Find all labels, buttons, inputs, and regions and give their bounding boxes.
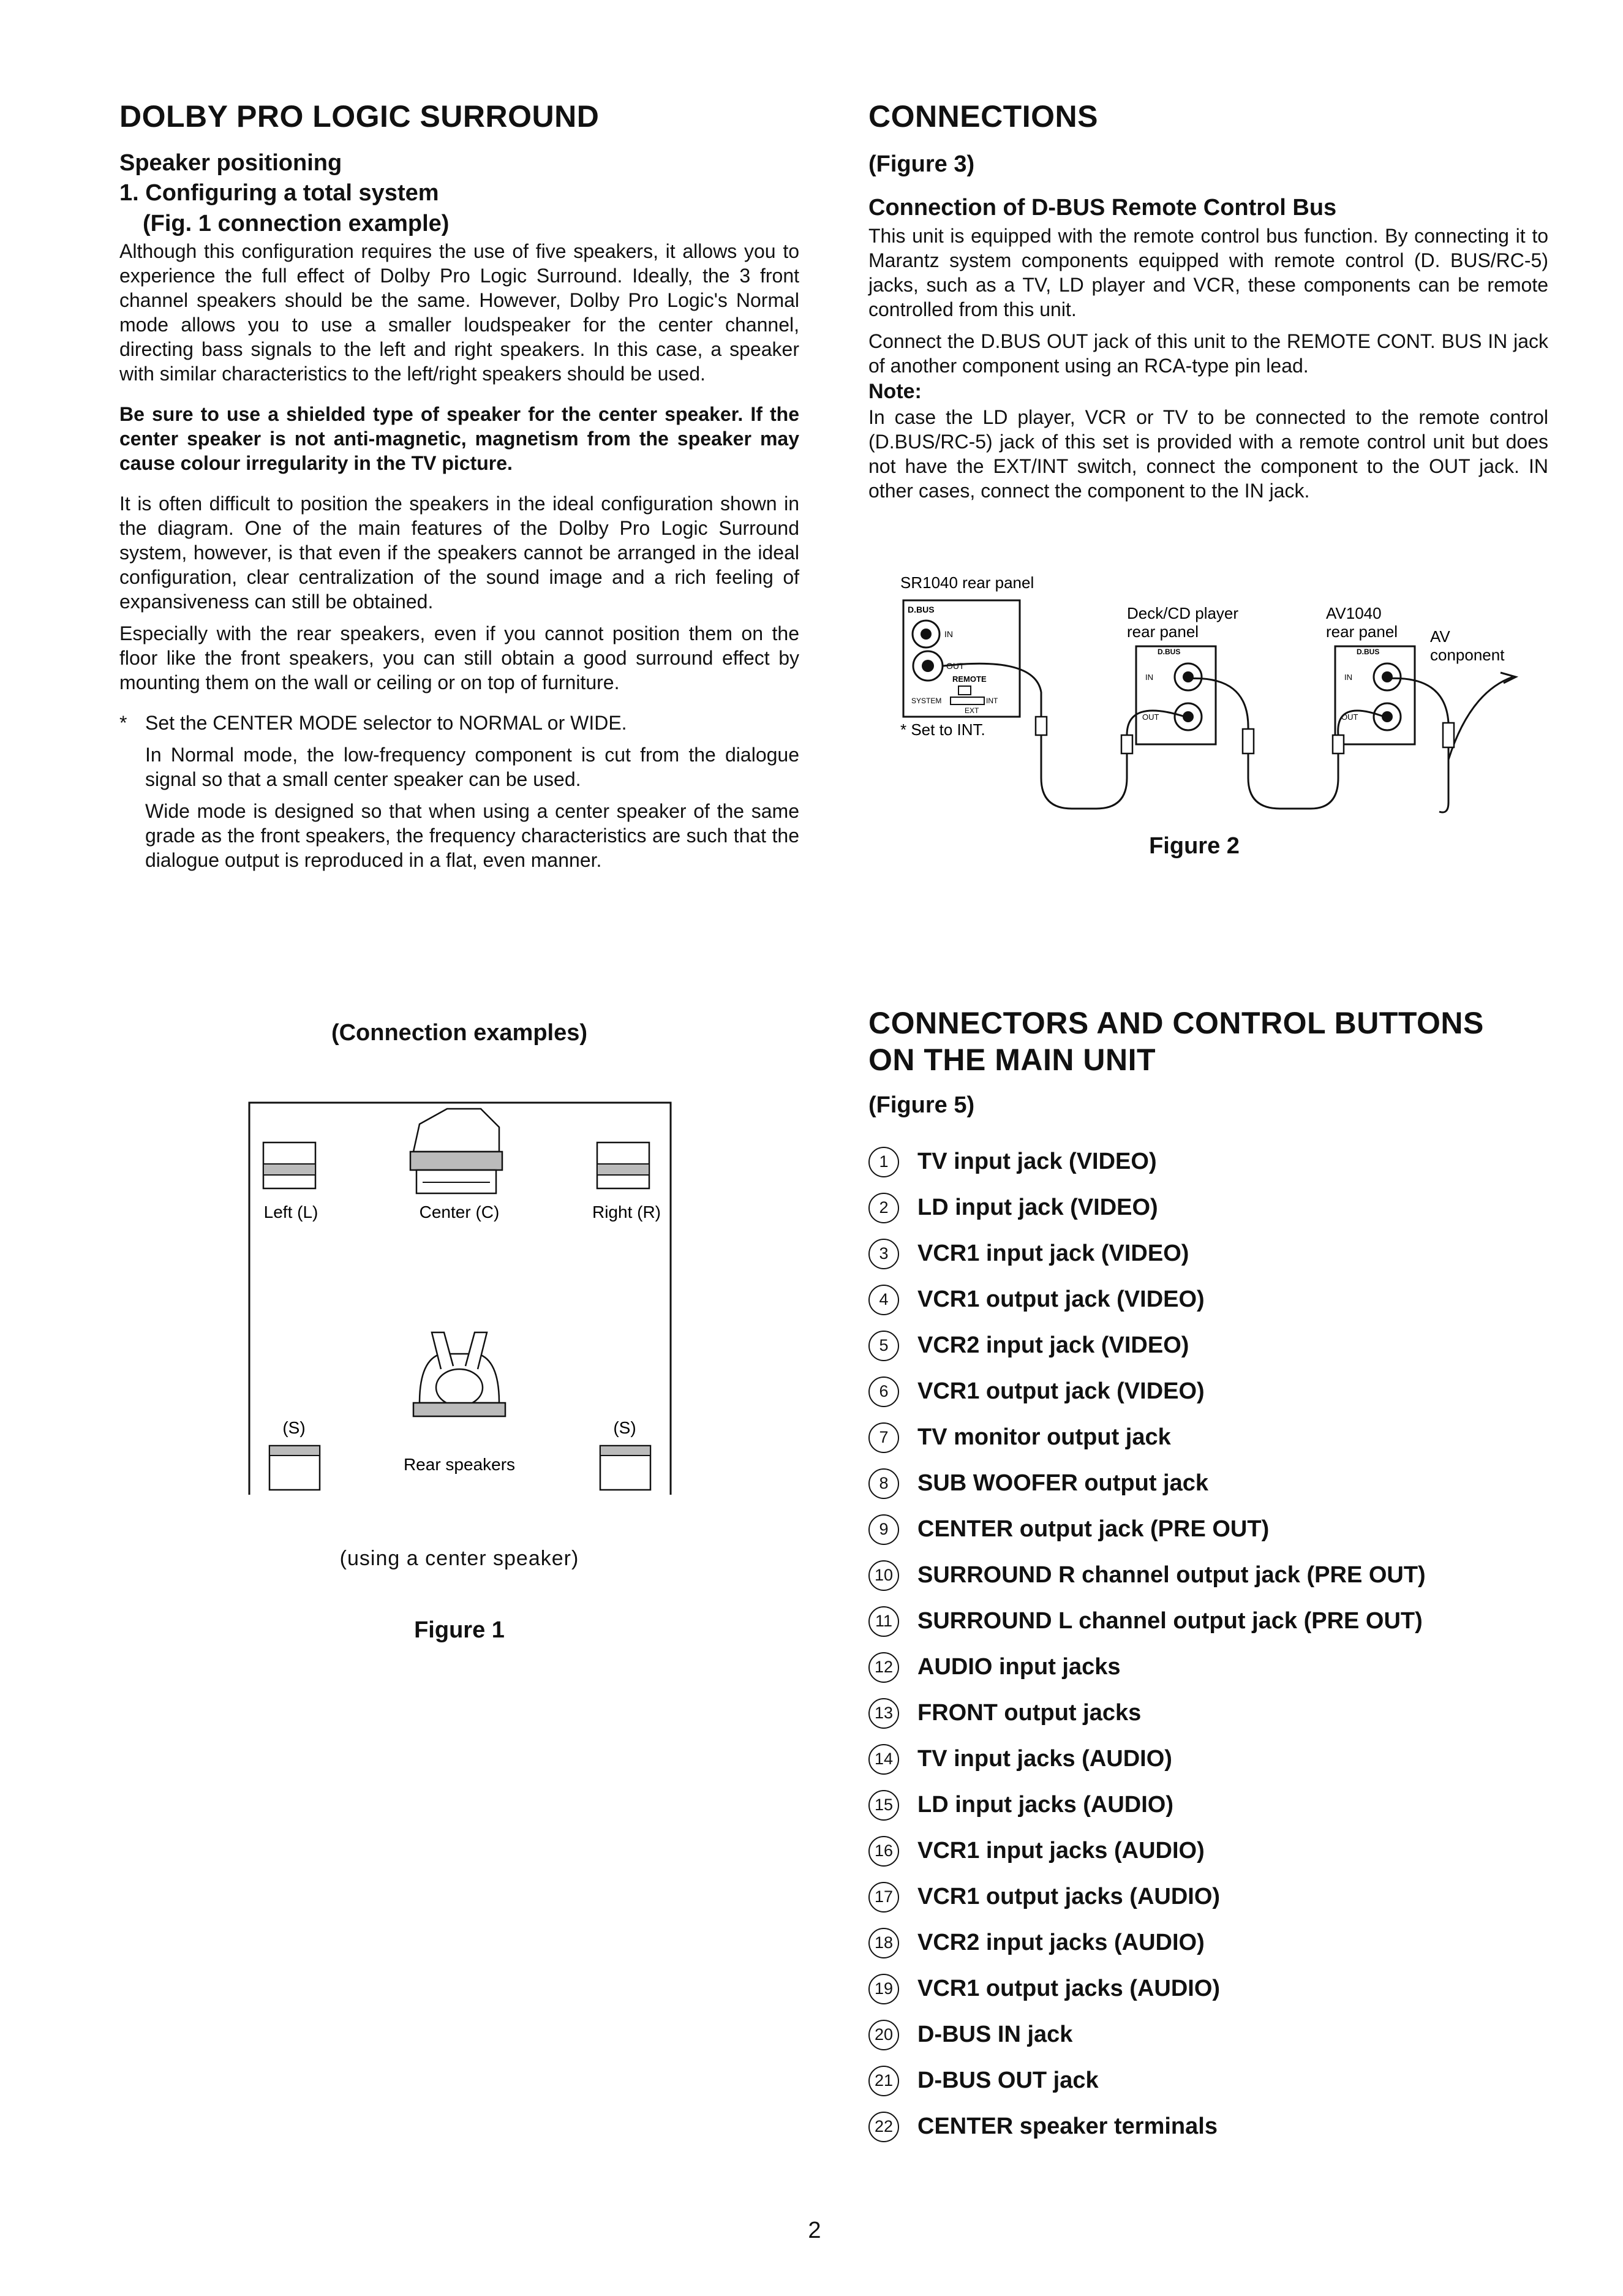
subheading-configuring: 1. Configuring a total system [119,180,439,206]
item-number-circle: 19 [868,1974,899,2004]
list-item [868,1644,1548,1690]
subheading-dbus: Connection of D-BUS Remote Control Bus [868,195,1337,221]
set-to-int-note: * Set to INT. [900,720,985,739]
section-title-connectors-2: ON THE MAIN UNIT [868,1043,1156,1077]
sr-ext-label: EXT [965,706,979,715]
item-number-circle: 8 [868,1468,899,1499]
list-item [868,2012,1548,2058]
figure2-diagram [894,570,1543,827]
deck-in-label: IN [1145,673,1153,682]
cable-lines [943,663,1516,812]
int-ext-switch [951,697,984,704]
rear-left-speaker-icon [269,1446,320,1490]
subheading-speaker-positioning: Speaker positioning [119,150,342,176]
figure1-heading: (Connection examples) [331,1020,588,1046]
bullet-text: Set the CENTER MODE selector to NORMAL or WIDE. [145,712,627,734]
item-number-circle: 12 [868,1652,899,1683]
item-label: LD input jack (VIDEO) [917,1195,1158,1221]
list-item [868,1277,1548,1323]
list-item [868,2058,1548,2104]
item-number-circle: 14 [868,1744,899,1775]
paragraph-dbus-intro: This unit is equipped with the remote control bus function. By connecting it to Marantz system components equipped with remote control (D. BUS/RC-5) jacks, such as a TV, LD player and VCR, these components can be remote controlled from this unit. [868,224,1548,320]
item-number-circle: 10 [868,1560,899,1591]
figure1-caption: Figure 1 [414,1617,505,1643]
normal-mode-text: In Normal mode, the low-frequency component is cut from the dialogue signal so that a small center speaker can be used. [145,744,799,791]
wide-mode-text: Wide mode is designed so that when using a center speaker of the same grade as the front speakers, the frequency characteristics are such that the dialogue output is reproduced in a flat, even manner. [145,800,799,872]
warning-paragraph: Be sure to use a shielded type of speaker for the center speaker. If the center speaker is not anti-magnetic, magnetism from the speaker may cause colour irregularity in the TV picture. [119,403,799,475]
rear-right-speaker-icon [600,1446,650,1490]
bullet-mark: * [119,712,127,734]
item-label: TV monitor output jack [917,1424,1171,1451]
item-number-circle: 16 [868,1836,899,1867]
item-number-circle: 9 [868,1514,899,1545]
list-item [868,1185,1548,1231]
list-item [868,1369,1548,1414]
item-number-circle: 11 [868,1606,899,1637]
label-right: Right (R) [592,1203,661,1222]
item-label: VCR1 output jacks (AUDIO) [917,1976,1221,2002]
deck-dbus-label: D.BUS [1158,648,1181,656]
deck-label-2: rear panel [1127,622,1199,641]
list-item [868,1323,1548,1369]
item-number-circle: 18 [868,1928,899,1958]
item-number-circle: 7 [868,1422,899,1453]
item-label: SURROUND R channel output jack (PRE OUT) [917,1562,1426,1588]
item-number-circle: 4 [868,1285,899,1315]
list-item [868,1414,1548,1460]
list-item [868,1506,1548,1552]
av-in-label: IN [1344,673,1352,682]
item-label: VCR1 output jacks (AUDIO) [917,1884,1221,1910]
item-label: CENTER speaker terminals [917,2113,1218,2140]
center-mode-bullet [119,711,799,735]
item-label: VCR1 output jack (VIDEO) [917,1378,1205,1405]
list-item [868,1598,1548,1644]
item-label: TV input jack (VIDEO) [917,1149,1157,1175]
item-number-circle: 3 [868,1239,899,1269]
list-item [868,2104,1548,2150]
item-label: AUDIO input jacks [917,1654,1121,1680]
list-item [868,1231,1548,1277]
sr-system-label: SYSTEM [911,697,942,705]
item-number-circle: 6 [868,1376,899,1407]
item-label: D-BUS OUT jack [917,2068,1099,2094]
av1040-label-1: AV1040 [1326,604,1382,622]
figure1-diagram [242,1090,695,1495]
section-title-connectors-1: CONNECTORS AND CONTROL BUTTONS [868,1006,1484,1040]
item-number-circle: 15 [868,1790,899,1821]
item-label: LD input jacks (AUDIO) [917,1792,1174,1818]
item-label: TV input jacks (AUDIO) [917,1746,1172,1772]
label-rear-speakers: Rear speakers [403,1455,516,1474]
right-column [868,98,1548,503]
list-item [868,1828,1548,1874]
item-label: FRONT output jacks [917,1700,1142,1726]
label-center: Center (C) [419,1203,500,1222]
item-number-circle: 21 [868,2066,899,2096]
deck-panel [1136,646,1216,744]
item-number-circle: 22 [868,2112,899,2142]
sr1040-panel [903,600,1020,717]
connectors-section [868,1005,1548,2150]
label-s-right: (S) [613,1418,636,1437]
left-speaker-icon [263,1142,315,1188]
list-item [868,1782,1548,1828]
figure1-note: (using a center speaker) [339,1547,579,1570]
item-number-circle: 13 [868,1698,899,1729]
sr-out-label: OUT [946,661,965,671]
list-item [868,1920,1548,1966]
item-label: VCR1 input jack (VIDEO) [917,1241,1189,1267]
label-left: Left (L) [263,1203,318,1222]
sr1040-label: SR1040 rear panel [900,573,1034,592]
left-column [119,98,799,872]
list-item [868,1552,1548,1598]
figure2-caption: Figure 2 [1149,833,1240,859]
sr-int-label: INT [986,697,998,705]
connector-list [868,1139,1548,2150]
paragraph-intro: Although this configuration requires the use of five speakers, it allows you to experience the full effect of Dolby Pro Logic Surround. Ideally, the 3 front channel speakers should be the same. However, Dolby Pro Logic's Normal mode allows you to use a smaller loudspeaker for the center channel, directing bass signals to the left and right speakers. In this case, a speaker with similar characteristics to the left/right speakers should be used. [119,240,799,385]
deck-out-label: OUT [1142,712,1159,722]
list-item [868,1874,1548,1920]
subheading-fig1-example: (Fig. 1 connection example) [143,210,450,236]
sr-remote-label: REMOTE [952,674,987,684]
item-label: D-BUS IN jack [917,2022,1073,2048]
paragraph-dbus-connect: Connect the D.BUS OUT jack of this unit to the REMOTE CONT. BUS IN jack of another component using an RCA-type pin lead. [868,330,1548,377]
item-number-circle: 5 [868,1331,899,1361]
right-speaker-icon [597,1142,649,1188]
av-component-label-1: AV [1430,627,1450,646]
item-label: VCR2 input jack (VIDEO) [917,1332,1189,1359]
section-title-dolby: DOLBY PRO LOGIC SURROUND [119,99,600,134]
item-number-circle: 20 [868,2020,899,2050]
paragraph-positioning: It is often difficult to position the speakers in the ideal configuration shown in the diagram. One of the main features of the Dolby Pro Logic Surround system, however, is that even if the speakers cannot be arranged in the ideal configuration, clear centralization of the sound image and a rich feeling of expansiveness can still be obtained. [119,493,799,613]
item-label: SUB WOOFER output jack [917,1470,1208,1497]
item-label: VCR2 input jacks (AUDIO) [917,1930,1205,1956]
av-component-label-2: conponent [1430,646,1505,664]
av1040-panel [1335,646,1415,744]
item-number-circle: 1 [868,1147,899,1177]
item-number-circle: 17 [868,1882,899,1913]
item-label: SURROUND L channel output jack (PRE OUT) [917,1608,1423,1634]
figure5-reference: (Figure 5) [868,1092,975,1118]
av1040-label-2: rear panel [1326,622,1398,641]
listener-icon [413,1332,505,1416]
paragraph-rear-speakers: Especially with the rear speakers, even if you cannot position them on the floor like the front speakers, you can still obtain a good surround effect by mounting them on the wall or ceiling or on top of furniture. [119,622,799,694]
list-item [868,1139,1548,1185]
av-out-label: OUT [1341,712,1358,722]
item-number-circle: 2 [868,1193,899,1223]
sr-in-label: IN [944,629,953,639]
item-label: CENTER output jack (PRE OUT) [917,1516,1270,1543]
paragraph-note: In case the LD player, VCR or TV to be connected to the remote control (D.BUS/RC-5) jack of this set is provided with a remote control unit but does not have the EXT/INT switch, connect the component to the OUT jack. IN other cases, connect the component to the IN jack. [868,406,1548,502]
center-speaker-tv-icon [410,1109,502,1193]
item-label: VCR1 input jacks (AUDIO) [917,1838,1205,1864]
figure3-reference: (Figure 3) [868,151,975,177]
page-number: 2 [808,2218,821,2243]
sr-dbus-label: D.BUS [908,605,935,614]
list-item [868,1966,1548,2012]
av-dbus-label: D.BUS [1357,648,1380,656]
label-s-left: (S) [282,1418,306,1437]
list-item [868,1460,1548,1506]
deck-label-1: Deck/CD player [1127,604,1239,622]
list-item [868,1690,1548,1736]
section-title-connections: CONNECTIONS [868,99,1098,134]
list-item [868,1736,1548,1782]
note-label: Note: [868,379,922,403]
item-label: VCR1 output jack (VIDEO) [917,1286,1205,1313]
